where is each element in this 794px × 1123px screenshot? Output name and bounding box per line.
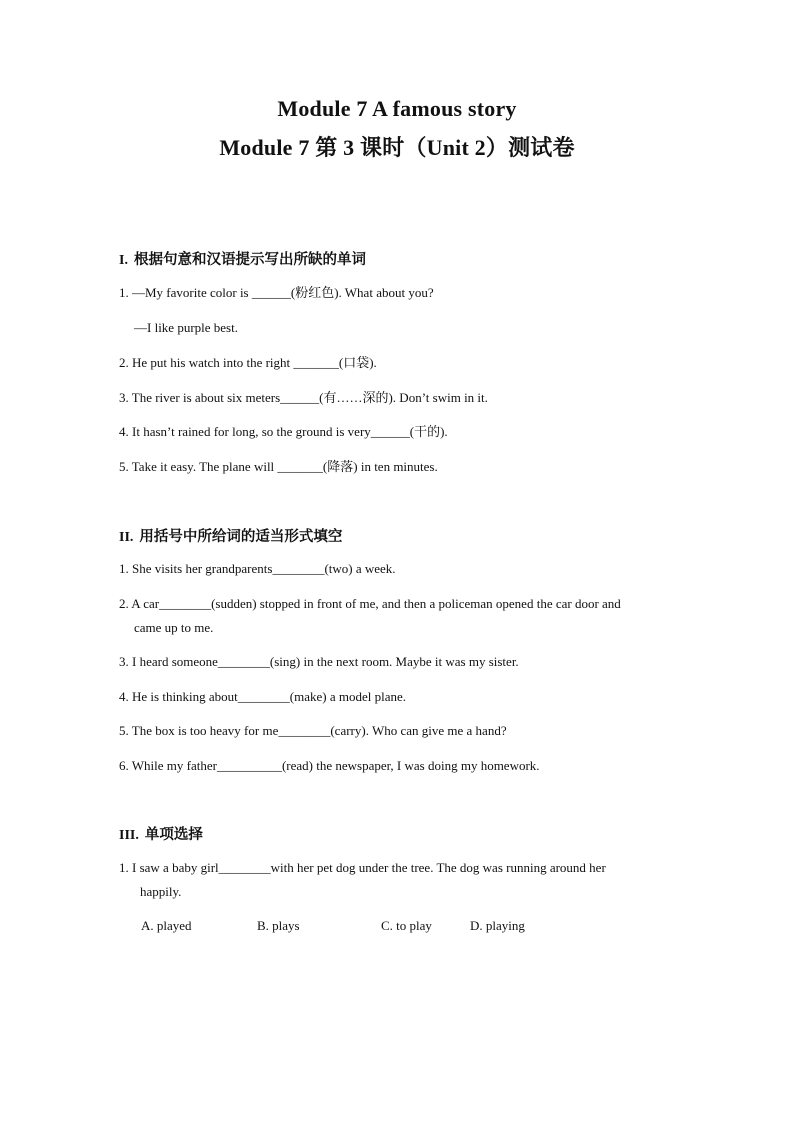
question-line: 6. While my father__________(read) the newspaper, I was doing my homework. bbox=[119, 758, 540, 773]
section-1-heading bbox=[119, 248, 366, 269]
question-line: 3. The river is about six meters______(有……深的). Don’t swim in it. bbox=[119, 390, 488, 405]
question-line: 4. He is thinking about________(make) a model plane. bbox=[119, 689, 407, 704]
question-line: came up to me. bbox=[134, 620, 214, 635]
question-line: 1. —My favorite color is ______(粉红色). What about you? bbox=[119, 285, 434, 300]
section-3-title: 单项选择 bbox=[144, 827, 203, 843]
question-line: —I like purple best. bbox=[134, 320, 238, 335]
section-3-heading bbox=[119, 823, 203, 844]
question-line: 2. He put his watch into the right _______(口袋). bbox=[119, 355, 377, 370]
section-1-title: 根据句意和汉语提示写出所缺的单词 bbox=[133, 252, 366, 268]
question-line: happily. bbox=[140, 884, 182, 899]
question-line: 1. I saw a baby girl________with her pet dog under the tree. The dog was running around her bbox=[119, 860, 606, 875]
section-2-title: 用括号中所给词的适当形式填空 bbox=[139, 529, 343, 545]
section-2-heading bbox=[119, 525, 342, 546]
page-subtitle: Module 7 第 3 课时（Unit 2）测试卷 bbox=[219, 135, 575, 160]
section-2-number: II. bbox=[119, 530, 134, 545]
section-3-number: III. bbox=[119, 828, 139, 843]
section-1-number: I. bbox=[119, 253, 128, 268]
question-line: 5. The box is too heavy for me________(carry). Who can give me a hand? bbox=[119, 723, 507, 738]
question-line: 5. Take it easy. The plane will _______(降落) in ten minutes. bbox=[119, 459, 438, 474]
question-line: 1. She visits her grandparents________(two) a week. bbox=[119, 561, 396, 576]
option-d: D. playing bbox=[470, 918, 525, 933]
option-a: A. played bbox=[141, 918, 192, 933]
question-line: 2. A car________(sudden) stopped in front of me, and then a policeman opened the car door and bbox=[119, 596, 621, 611]
page-title: Module 7 A famous story bbox=[277, 96, 517, 121]
option-b: B. plays bbox=[257, 918, 300, 933]
option-c: C. to play bbox=[381, 918, 432, 933]
question-line: 3. I heard someone________(sing) in the next room. Maybe it was my sister. bbox=[119, 654, 519, 669]
question-line: 4. It hasn’t rained for long, so the ground is very______(干的). bbox=[119, 424, 448, 439]
